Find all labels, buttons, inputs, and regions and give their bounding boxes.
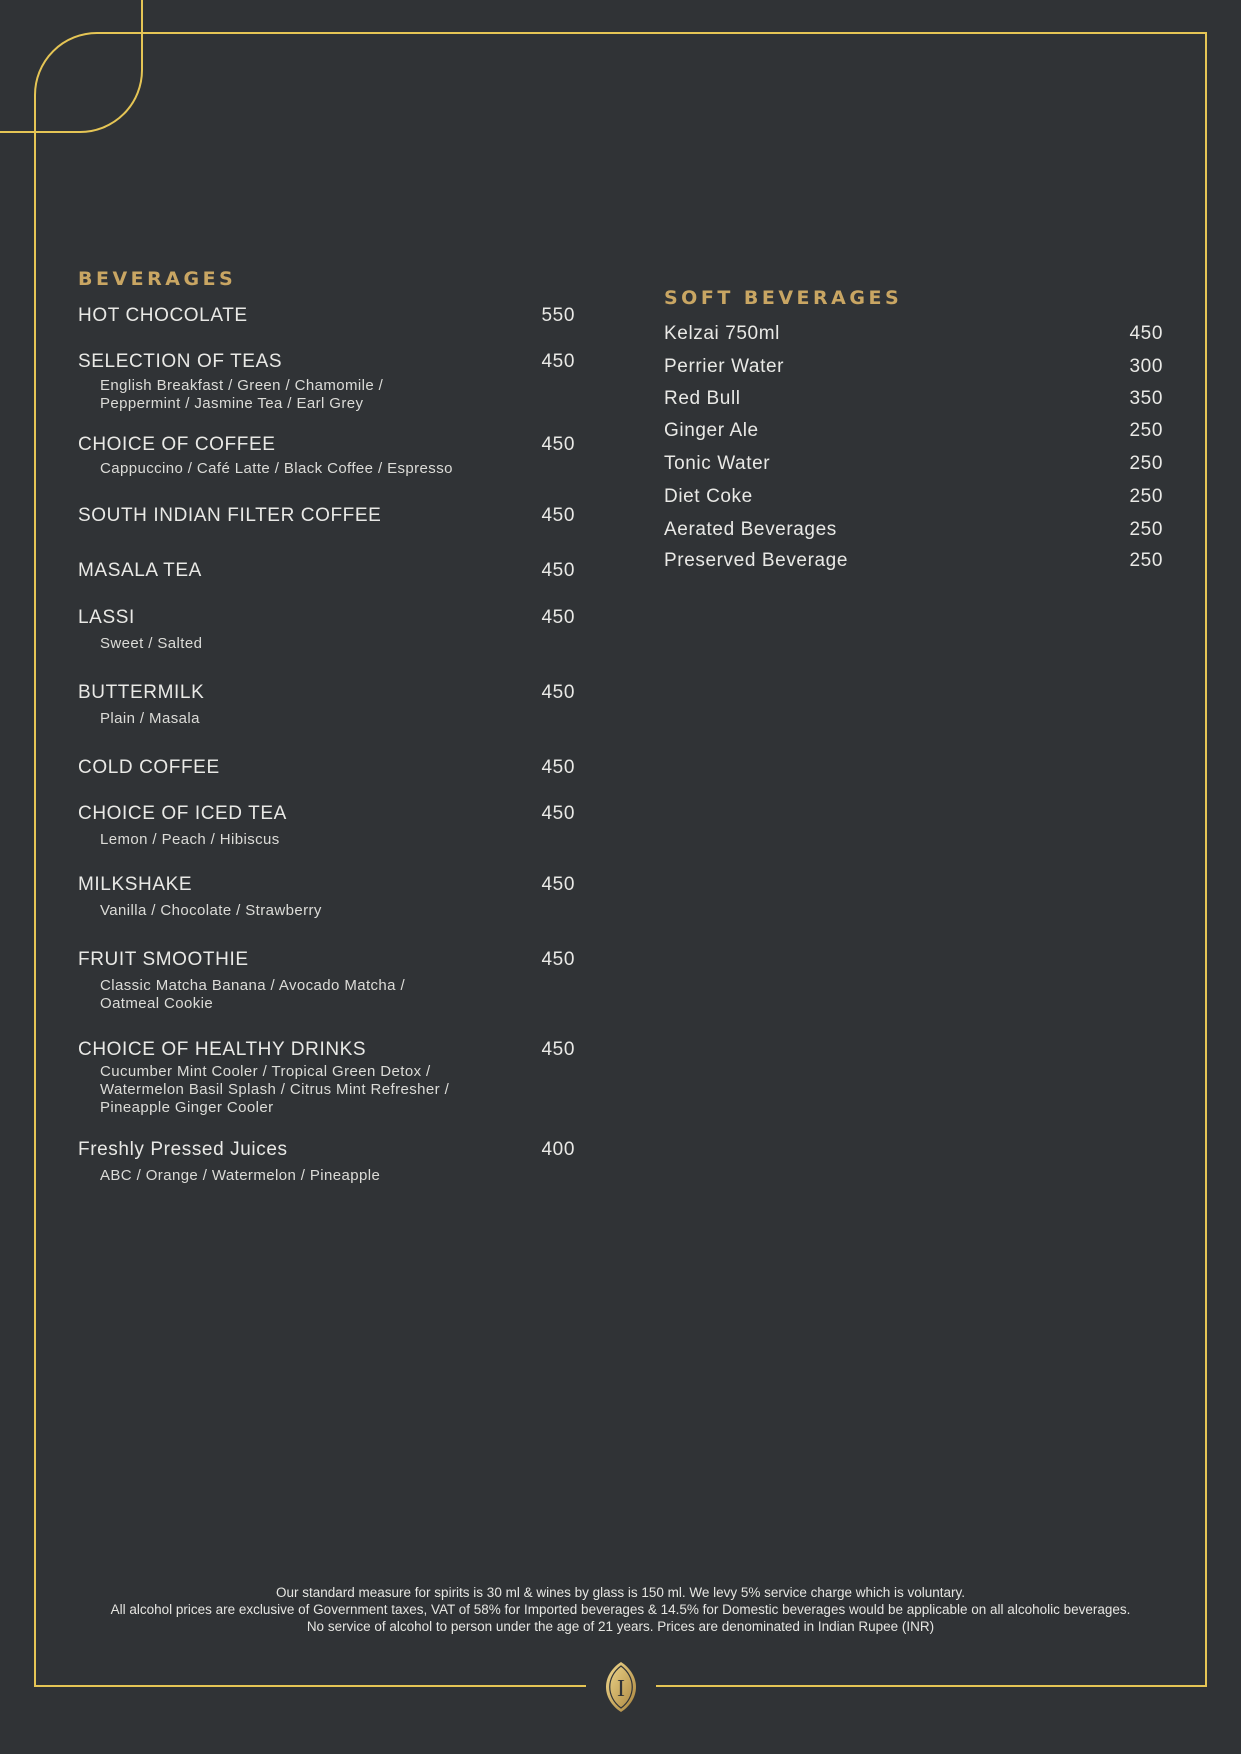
- menu-item-price: 250: [1129, 519, 1163, 540]
- corner-arc-inner: [0, 0, 142, 132]
- menu-item-name: SELECTION OF TEAS: [78, 351, 283, 372]
- menu-item-name: Tonic Water: [664, 453, 771, 474]
- menu-item-price: 450: [541, 351, 575, 372]
- menu-item-price: 400: [541, 1139, 575, 1160]
- menu-item-price: 450: [541, 757, 575, 778]
- menu-item-price: 450: [541, 434, 575, 455]
- corner-arc-outer: [35, 33, 142, 132]
- menu-item-price: 450: [541, 1039, 575, 1060]
- menu-item-description: Sweet / Salted: [100, 635, 203, 652]
- menu-item-name: BUTTERMILK: [78, 682, 205, 703]
- menu-item-name: Freshly Pressed Juices: [78, 1139, 288, 1160]
- beverages-title: BEVERAGES: [78, 268, 237, 290]
- menu-item-price: 350: [1129, 388, 1163, 409]
- menu-item-price: 550: [541, 305, 575, 326]
- menu-item-description: English Breakfast / Green / Chamomile / Peppermint / Jasmine Tea / Earl Grey: [100, 377, 384, 412]
- menu-item-name: MASALA TEA: [78, 560, 202, 581]
- menu-item-description: Cucumber Mint Cooler / Tropical Green Detox / Watermelon Basil Splash / Citrus Mint Refresher / Pineapple Ginger Cooler: [100, 1063, 450, 1116]
- menu-item-name: Perrier Water: [664, 356, 785, 377]
- menu-item-name: COLD COFFEE: [78, 757, 220, 778]
- footer-notes: [40, 1584, 1201, 1635]
- menu-item-price: 450: [541, 949, 575, 970]
- menu-item-name: CHOICE OF HEALTHY DRINKS: [78, 1039, 367, 1060]
- menu-item-price: 450: [541, 560, 575, 581]
- menu-item-name: CHOICE OF ICED TEA: [78, 803, 287, 824]
- seal-letter: I: [617, 1676, 625, 1702]
- menu-item-price: 450: [541, 803, 575, 824]
- menu-item-price: 450: [541, 505, 575, 526]
- menu-item-name: Preserved Beverage: [664, 550, 849, 571]
- menu-item-name: LASSI: [78, 607, 135, 628]
- menu-item-price: 450: [541, 607, 575, 628]
- menu-item-description: Vanilla / Chocolate / Strawberry: [100, 902, 322, 919]
- menu-item-description: Lemon / Peach / Hibiscus: [100, 831, 280, 848]
- menu-item-name: Ginger Ale: [664, 420, 759, 441]
- menu-item-price: 450: [1129, 323, 1163, 344]
- soft-beverages-title: SOFT BEVERAGES: [664, 287, 903, 309]
- menu-item-name: Red Bull: [664, 388, 741, 409]
- menu-item-description: Plain / Masala: [100, 710, 200, 727]
- menu-item-price: 250: [1129, 453, 1163, 474]
- menu-item-price: 250: [1129, 486, 1163, 507]
- menu-item-price: 250: [1129, 420, 1163, 441]
- menu-item-price: 450: [541, 682, 575, 703]
- footer-line: No service of alcohol to person under the age of 21 years. Prices are denominated in Indian Rupee (INR): [306, 1619, 935, 1634]
- menu-item-name: Diet Coke: [664, 486, 753, 507]
- menu-item-name: HOT CHOCOLATE: [78, 305, 248, 326]
- menu-item-description: ABC / Orange / Watermelon / Pineapple: [100, 1167, 381, 1184]
- footer-line: All alcohol prices are exclusive of Government taxes, VAT of 58% for Imported beverages & 14.5% for Domestic beverages would be applicable on all alcoholic beverages.: [110, 1602, 1131, 1617]
- menu-item-price: 300: [1129, 356, 1163, 377]
- menu-item-name: Kelzai 750ml: [664, 323, 780, 344]
- menu-item-price: 250: [1129, 550, 1163, 571]
- menu-item-name: FRUIT SMOOTHIE: [78, 949, 249, 970]
- menu-item-price: 450: [541, 874, 575, 895]
- menu-item-name: CHOICE OF COFFEE: [78, 434, 276, 455]
- footer-line: Our standard measure for spirits is 30 ml & wines by glass is 150 ml. We levy 5% service charge which is voluntary.: [275, 1585, 965, 1600]
- menu-item-name: SOUTH INDIAN FILTER COFFEE: [78, 505, 382, 526]
- menu-item-description: Cappuccino / Café Latte / Black Coffee / Espresso: [100, 460, 453, 477]
- seal-icon: [601, 1661, 641, 1713]
- menu-item-name: Aerated Beverages: [664, 519, 837, 540]
- menu-item-description: Classic Matcha Banana / Avocado Matcha / Oatmeal Cookie: [100, 977, 406, 1012]
- menu-item-name: MILKSHAKE: [78, 874, 193, 895]
